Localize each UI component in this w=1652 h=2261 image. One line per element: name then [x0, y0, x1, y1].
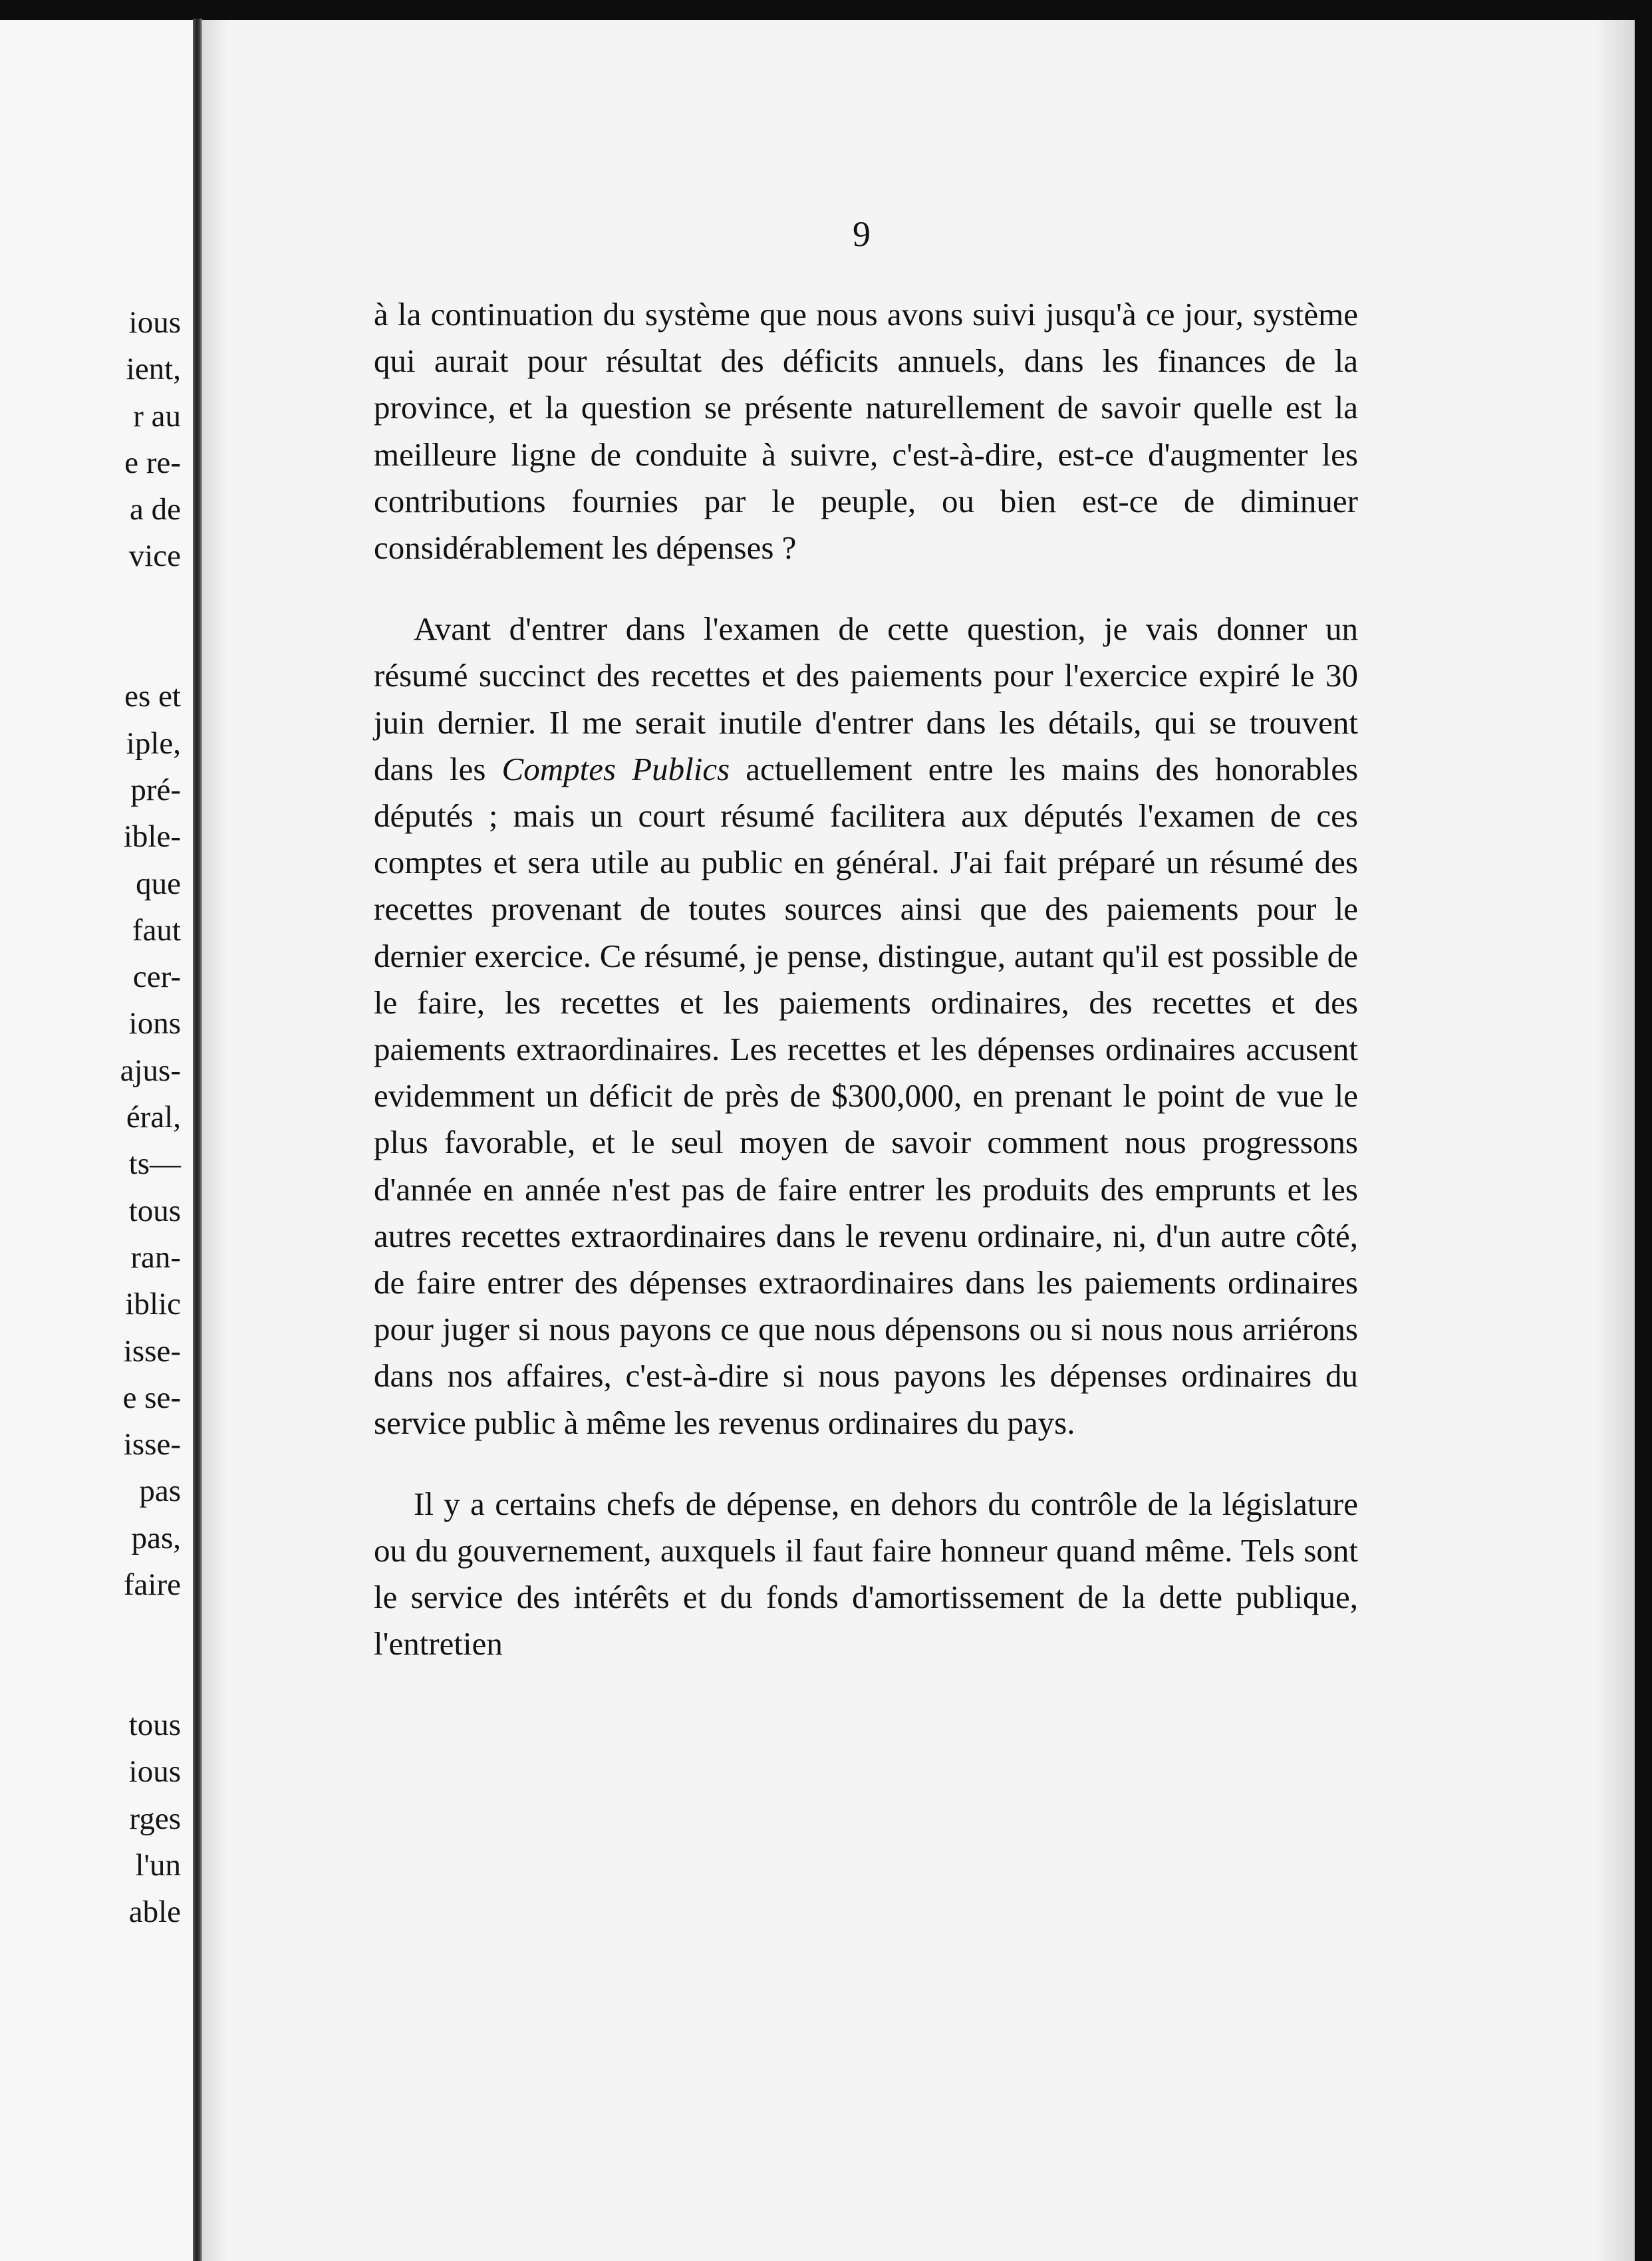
fragment-line: iblic	[125, 1287, 181, 1322]
fragment-line: ious	[128, 1754, 181, 1790]
fragment-line	[8, 580, 181, 626]
fragment-line: ions	[128, 1006, 181, 1041]
gutter-shadow	[202, 19, 229, 2261]
fragment-line: éral,	[126, 1100, 181, 1135]
page-edge-shadow	[1595, 20, 1635, 2261]
fragment-line: tous	[128, 1707, 181, 1742]
fragment-line: ious	[128, 305, 181, 340]
comptes-publics-title: Comptes Publics	[501, 750, 730, 787]
fragment-line: vice	[128, 539, 181, 574]
fragment-line: pré-	[130, 772, 181, 807]
fragment-line: e re-	[124, 445, 181, 480]
fragment-line: ran-	[130, 1240, 181, 1275]
fragment-line: l'un	[135, 1847, 181, 1883]
fragment-line: r au	[133, 398, 181, 434]
fragment-line: rges	[129, 1801, 181, 1836]
book-gutter	[193, 19, 202, 2261]
fragment-line: e se-	[122, 1380, 181, 1415]
fragment-line: a de	[130, 492, 181, 527]
page-number: 9	[853, 214, 871, 254]
scan-right-border	[1635, 0, 1652, 2261]
fragment-line: isse-	[123, 1427, 181, 1462]
fragment-line	[8, 626, 181, 673]
fragment-line: ajus-	[120, 1053, 181, 1088]
scan-top-border	[0, 0, 1652, 20]
fragment-line: tous	[128, 1193, 181, 1228]
fragment-line: pas,	[131, 1520, 181, 1555]
fragment-line: ts—	[128, 1146, 181, 1182]
fragment-line: ient,	[126, 352, 181, 387]
fragment-line: faire	[123, 1567, 181, 1603]
previous-page-edge	[0, 20, 194, 2261]
paragraph-expense-heads: Il y a certains chefs de dépense, en dehors du contrôle de la législature ou du gouvernement, auxquels il faut faire honneur quand même. Tels sont le service des intérêts et du fonds d'amortissement de la dette publique, l'entretien	[374, 1485, 1358, 1662]
paragraph-summary-part-2: actuellement entre les mains des honorables députés ; mais un court résumé facilitera aux députés l'examen de ces comptes et sera utile au public en général. J'ai fait préparé un résumé des recettes provenant de toutes sources ainsi que des paiements pour le dernier exercice. Ce résumé, je pense, distingue, autant qu'il est possible de le faire, les recettes et les paiements ordinaires, des recettes et des paiements extraordinaires. Les recettes et les dépenses ordinaires accusent evidemment un déficit de près de $300,000, en prenant le point de vue le plus favorable, et le seul moyen de savoir comment nous progressons d'année en année n'est pas de faire entrer les produits des emprunts et les autres recettes extraordinaires dans le revenu ordinaire, ni, d'un autre côté, de faire entrer des dépenses extraordinaires dans les paiements ordinaires pour juger si nous payons ce que nous dépensons ou si nous nous arriérons dans nos affaires, c'est-à-dire si nous payons les dépenses ordinaires du service public à même les revenus ordinaires du pays.	[374, 750, 1359, 1441]
paragraph-continuation: à la continuation du système que nous avons suivi jusqu'à ce jour, système qui aurait pour résultat des déficits annuels, dans les finances de la province, et la question se présente naturellement de savoir quelle est la meilleure ligne de conduite à suivre, c'est-à-dire, est-ce d'augmenter les contributions fournies par le peuple, ou bien est-ce de diminuer considérablement les dépenses ?	[374, 296, 1358, 567]
fragment-line: pas	[139, 1474, 181, 1509]
previous-page-text-fragments	[8, 299, 181, 1935]
fragment-line: able	[128, 1895, 181, 1930]
fragment-line: isse-	[123, 1333, 181, 1369]
fragment-line: cer-	[132, 960, 181, 995]
paragraph-summary	[374, 606, 1358, 1446]
fragment-line: es et	[124, 679, 181, 714]
fragment-line: que	[136, 866, 181, 901]
fragment-line: iple,	[126, 726, 181, 761]
fragment-line: ible-	[123, 819, 181, 855]
body-text	[374, 291, 1358, 1668]
paragraph-summary-part-1: Avant d'entrer dans l'examen de cette question, je vais donner un résumé succinct des recettes et des paiements pour l'exercice expiré le 30 juin dernier. Il me serait inutile d'entrer dans les détails, qui se trouvent dans les	[374, 610, 1358, 787]
fragment-line: faut	[132, 912, 181, 948]
fragment-line	[8, 1655, 181, 1702]
fragment-line	[8, 1608, 181, 1655]
